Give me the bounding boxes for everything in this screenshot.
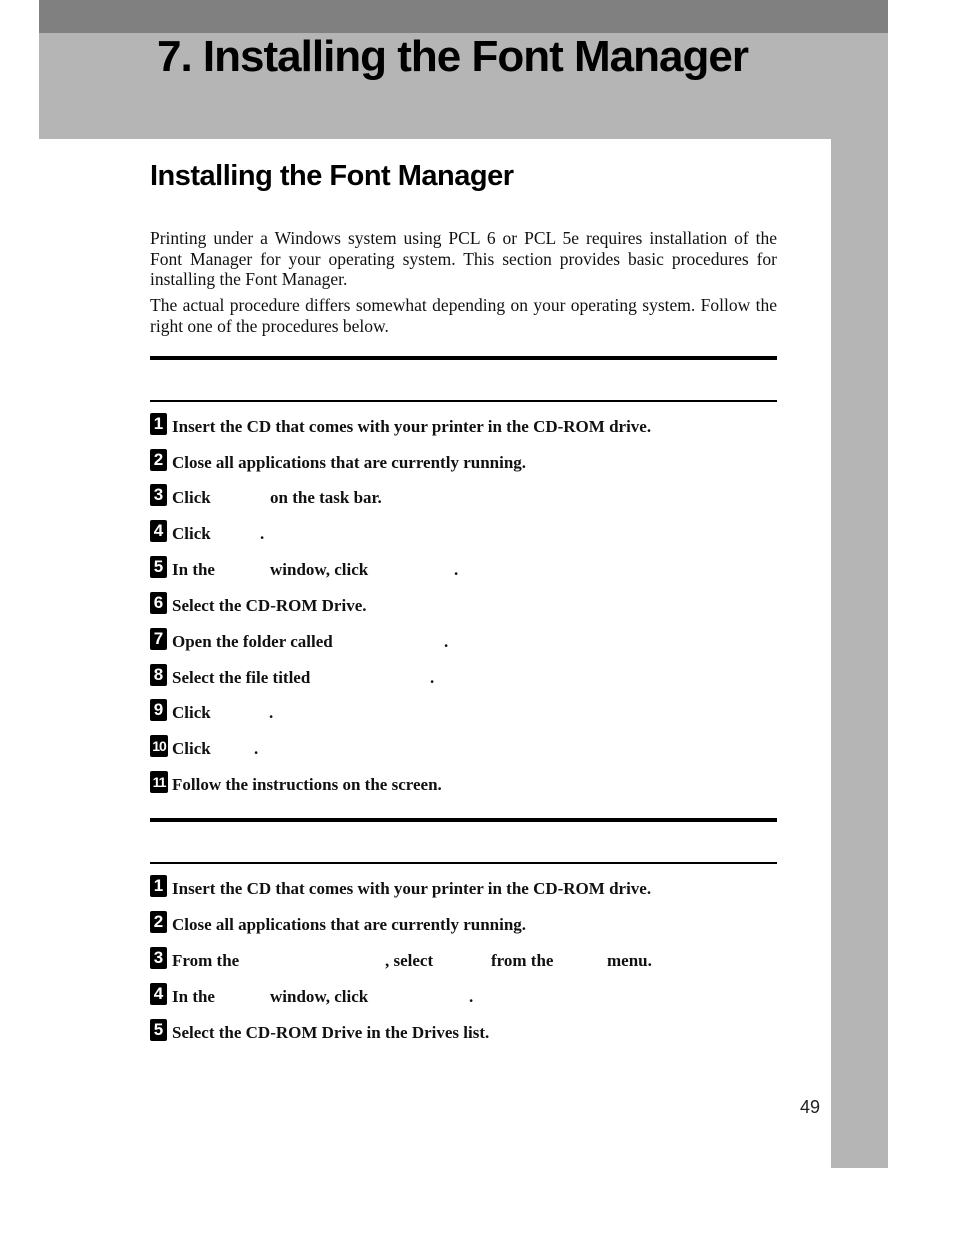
step-text-part: Click: [172, 739, 211, 758]
step-number-badge: 4: [150, 983, 167, 1005]
step-text-part: Open the folder called: [172, 632, 333, 651]
step-text-part: .: [444, 632, 449, 651]
step-text-part: on the task bar.: [270, 488, 382, 507]
step-text: Select the CD-ROM Drive.: [172, 596, 367, 615]
step-text-part: , select: [385, 951, 434, 970]
page-number: 49: [800, 1097, 821, 1117]
step-number-badge: 2: [150, 449, 167, 471]
step-text-part: .: [430, 668, 435, 687]
step-number-badge: 4: [150, 520, 167, 542]
step-number-badge: 5: [150, 1019, 167, 1041]
step-text: Insert the CD that comes with your printer in the CD-ROM drive.: [172, 417, 652, 436]
step-text-part: menu.: [607, 951, 652, 970]
step-text-part: .: [469, 987, 474, 1006]
step-text-part: .: [260, 524, 265, 543]
step-text-part: In the: [172, 560, 215, 579]
step-number-badge: 3: [150, 484, 167, 506]
step-text-part: .: [454, 560, 459, 579]
procedure-2-top-rule: [150, 818, 777, 822]
step-text: Insert the CD that comes with your printer in the CD-ROM drive.: [172, 879, 652, 898]
step-text-part: Click: [172, 703, 211, 722]
step-text: Close all applications that are currently running.: [172, 453, 527, 472]
procedure-2-heading-rule: [150, 862, 777, 864]
step-text-part: Select the file titled: [172, 668, 311, 687]
step-text-part: Click: [172, 524, 211, 543]
step-number-badge: 2: [150, 911, 167, 933]
step-number-badge: 8: [150, 664, 167, 686]
procedure-1-heading-rule: [150, 400, 777, 402]
step-number-badge: 10: [150, 735, 168, 757]
chapter-title: 7. Installing the Font Manager: [157, 32, 748, 81]
section-title: Installing the Font Manager: [150, 160, 514, 192]
step-number-badge: 5: [150, 556, 167, 578]
step-number-badge: 9: [150, 699, 167, 721]
step-text: Select the CD-ROM Drive in the Drives list.: [172, 1023, 490, 1042]
step-text-part: window, click: [270, 560, 369, 579]
procedure-1-top-rule: [150, 356, 777, 360]
step-text: Follow the instructions on the screen.: [172, 775, 442, 794]
step-number-badge: 6: [150, 592, 167, 614]
step-text-part: .: [254, 739, 259, 758]
step-number-badge: 3: [150, 947, 167, 969]
step-text-part: Click: [172, 488, 211, 507]
step-number-badge: 11: [150, 771, 168, 793]
intro-paragraph: Printing under a Windows system using PCL 6 or PCL 5e requires installation of the Font Manager for your operating system. This section provides basic procedures for installing the Font Manager.: [150, 228, 777, 289]
header-band-dark: [39, 0, 888, 33]
page-side-tab: [831, 139, 888, 1168]
step-text-part: .: [269, 703, 274, 722]
step-text-part: From the: [172, 951, 240, 970]
step-number-badge: 1: [150, 875, 167, 897]
step-number-badge: 1: [150, 413, 167, 435]
step-number-badge: 7: [150, 628, 167, 650]
procedure-note-paragraph: The actual procedure differs somewhat depending on your operating system. Follow the right one of the procedures below.: [150, 295, 777, 336]
step-text: Close all applications that are currently running.: [172, 915, 527, 934]
step-text-part: from the: [491, 951, 554, 970]
step-text-part: window, click: [270, 987, 369, 1006]
step-text-part: In the: [172, 987, 215, 1006]
